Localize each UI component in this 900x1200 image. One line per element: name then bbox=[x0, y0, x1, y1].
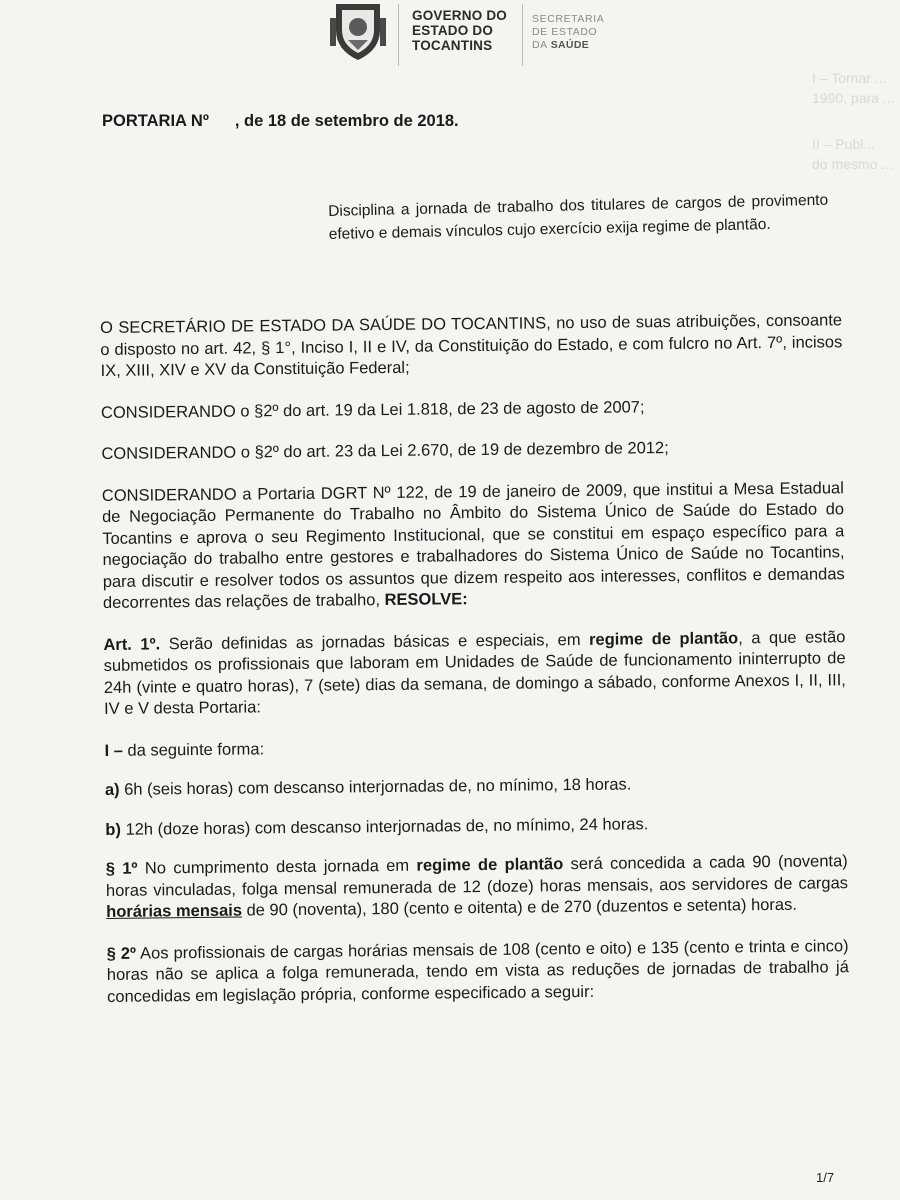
coat-of-arms-emblem bbox=[328, 0, 388, 62]
document-body bbox=[100, 310, 849, 1028]
bleed-through-text: I – Tornar ... 1990, para ... bbox=[812, 70, 895, 106]
government-name: GOVERNO DO ESTADO DO TOCANTINS bbox=[412, 8, 508, 53]
paragraph-2: § 2º Aos profissionais de cargas horárias mensais de 108 (cento e oito) e 135 (cento e trinta e cinco) horas não se aplica a folga remunerada, tendo em vista as reduções de jornadas de trabalho já concedidas em legislação própria, conforme especificado a seguir: bbox=[106, 936, 849, 1006]
considerando-3: CONSIDERANDO a Portaria DGRT Nº 122, de 19 de janeiro de 2009, que institui a Mesa Estadual de Negociação Permanente do Trabalho no Âmbito do Sistema Único de Saúde do Estado do Tocantins e aprova o seu Regimento Institucional, que se constitui em espaço específico para a negociação do trabalho entre gestores e trabalhadores do Sistema Único de Saúde no Tocantins, para discutir e resolver todos os assuntos que dizem respeito aos interesses, conflitos e demandas decorrentes das relações de trabalho, RESOLVE: bbox=[101, 478, 845, 612]
preamble: O SECRETÁRIO DE ESTADO DA SAÚDE DO TOCANTINS, no uso de suas atribuições, consoante o disposto no art. 42, § 1°, Inciso I, II e IV, da Constituição do Estado, e com fulcro no Art. 7º, incisos IX, XIII, XIV e XV da Constituição Federal; bbox=[100, 311, 843, 380]
header-divider bbox=[398, 4, 399, 66]
bleed-through-text: II – Publ... do mesmo ... bbox=[812, 136, 893, 172]
paragraph-1: § 1º No cumprimento desta jornada em regime de plantão será concedida a cada 90 (noventa) horas vinculadas, folga mensal remunerada de 12 (doze) horas mensais, aos servidores de cargas horárias mensais de 90 (noventa), 180 (cento e oitenta) e de 270 (duzentos e setenta) horas. bbox=[105, 852, 849, 921]
alinea-a: a) 6h (seis horas) com descanso interjornadas de, no mínimo, 18 horas. bbox=[104, 775, 632, 799]
considerando-2: CONSIDERANDO o §2º do art. 23 da Lei 2.670, de 19 de dezembro de 2012; bbox=[101, 439, 669, 463]
alinea-b: b) 12h (doze horas) com descanso interjornadas de, no mínimo, 24 horas. bbox=[105, 814, 649, 839]
ordinance-title: PORTARIA Nº , de 18 de setembro de 2018. bbox=[102, 112, 459, 130]
considerando-1: CONSIDERANDO o §2º do art. 19 da Lei 1.818, de 23 de agosto de 2007; bbox=[100, 397, 645, 422]
header-divider bbox=[522, 4, 523, 66]
ementa: Disciplina a jornada de trabalho dos titulares de cargos de provimento efetivo e demais vínculos cujo exercício exija regime de plantão. bbox=[328, 191, 829, 243]
secretariat-name: SECRETARIA DE ESTADO DA SAÚDE bbox=[532, 13, 605, 51]
page-number: 1/7 bbox=[816, 1170, 835, 1185]
inciso-1: I – da seguinte forma: bbox=[104, 739, 265, 760]
article-1: Art. 1º. Serão definidas as jornadas básicas e especiais, em regime de plantão, a que estão submetidos os profissionais que laboram em Unidades de Saúde de funcionamento ininterrupto de 24h (vinte e quatro horas), 7 (sete) dias da semana, de domingo a sábado, conforme Anexos I, II, III, IV e V desta Portaria: bbox=[103, 627, 846, 718]
